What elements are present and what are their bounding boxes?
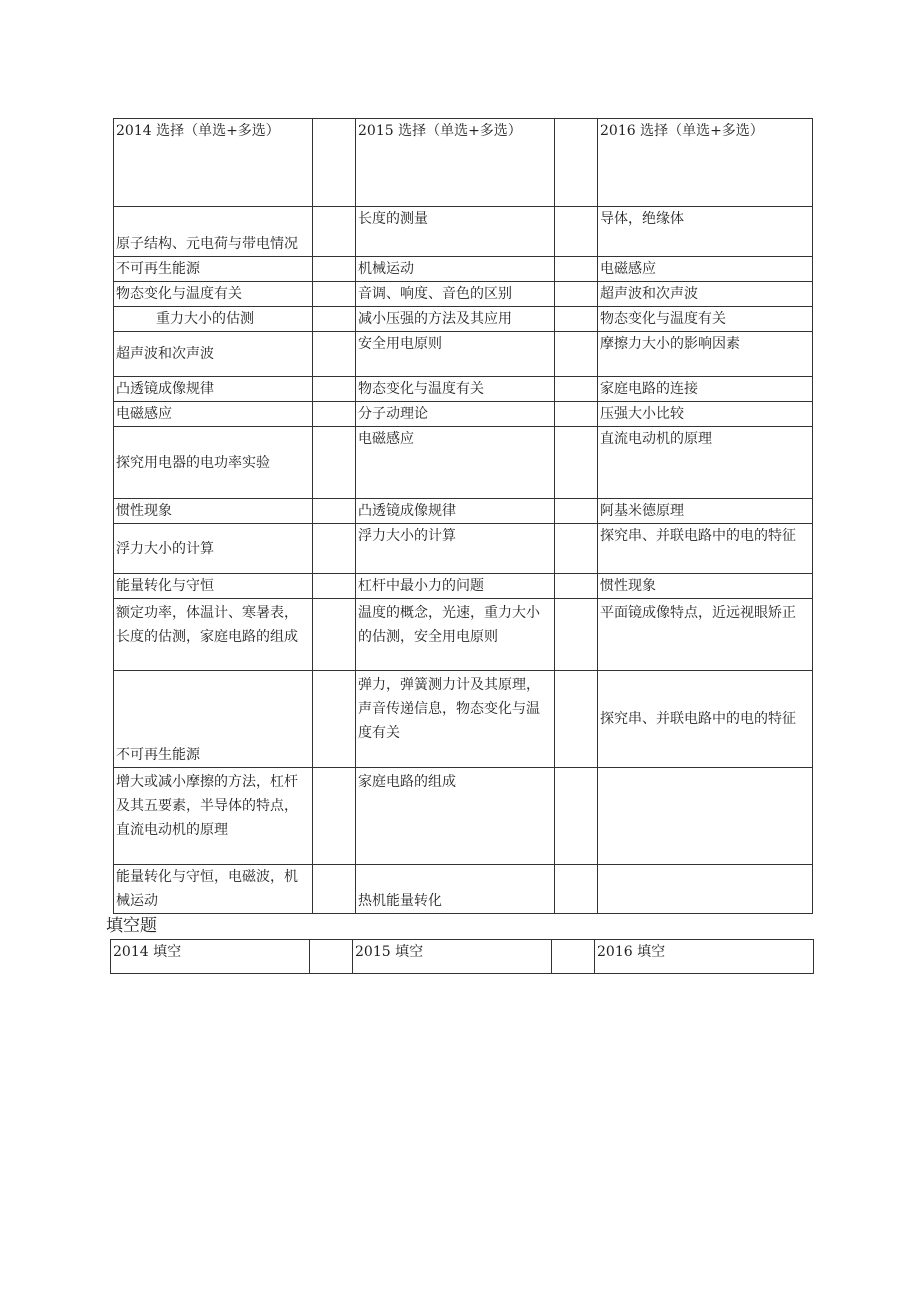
table-row [114,332,813,377]
spacer-cell [313,282,356,307]
table-row [114,574,813,599]
cell-2014: 凸透镜成像规律 [114,377,313,402]
table-row [114,307,813,332]
cell-2016: 平面镜成像特点，近远视眼矫正 [598,599,813,671]
cell-2014: 增大或减小摩擦的方法，杠杆及其五要素，半导体的特点，直流电动机的原理 [114,768,313,865]
cell-2015: 电磁感应 [356,427,555,499]
table-row [114,257,813,282]
spacer-cell [555,282,598,307]
fill-header-2016: 2016 填空 [595,940,814,974]
spacer-cell [313,207,356,257]
table-row [114,427,813,499]
table-row [114,207,813,257]
cell-2015: 凸透镜成像规律 [356,499,555,524]
spacer-cell [555,119,598,207]
spacer-cell [555,574,598,599]
spacer-cell [555,524,598,574]
cell-2015: 热机能量转化 [356,865,555,914]
spacer-cell [552,940,595,974]
spacer-cell [313,402,356,427]
header-2014: 2014 选择（单选+多选） [114,119,313,207]
table-row [114,524,813,574]
cell-2016: 摩擦力大小的影响因素 [598,332,813,377]
fill-header-2015: 2015 填空 [353,940,552,974]
cell-2015: 分子动理论 [356,402,555,427]
cell-2016: 探究串、并联电路中的电的特征 [598,524,813,574]
cell-2015: 音调、响度、音色的区别 [356,282,555,307]
table-row [114,599,813,671]
cell-2016: 超声波和次声波 [598,282,813,307]
spacer-cell [555,307,598,332]
fill-header-2014: 2014 填空 [111,940,310,974]
spacer-cell [555,499,598,524]
cell-2014: 不可再生能源 [114,671,313,768]
cell-2015: 温度的概念，光速，重力大小的估测，安全用电原则 [356,599,555,671]
choice-question-table [113,118,813,914]
cell-2016: 探究串、并联电路中的电的特征 [598,671,813,768]
spacer-cell [313,671,356,768]
cell-2014: 能量转化与守恒，电磁波，机械运动 [114,865,313,914]
spacer-cell [555,377,598,402]
cell-2016: 阿基米德原理 [598,499,813,524]
cell-2014: 额定功率，体温计、寒暑表，长度的估测，家庭电路的组成 [114,599,313,671]
cell-2016: 压强大小比较 [598,402,813,427]
spacer-cell [313,768,356,865]
spacer-cell [310,940,353,974]
cell-2016: 电磁感应 [598,257,813,282]
cell-2014: 探究用电器的电功率实验 [114,427,313,499]
cell-2015: 家庭电路的组成 [356,768,555,865]
spacer-cell [313,257,356,282]
table-row [114,671,813,768]
spacer-cell [555,671,598,768]
spacer-cell [313,524,356,574]
cell-2014: 电磁感应 [114,402,313,427]
cell-2015: 弹力，弹簧测力计及其原理，声音传递信息，物态变化与温度有关 [356,671,555,768]
table-header-row [114,119,813,207]
spacer-cell [313,599,356,671]
fill-section-title: 填空题 [106,916,157,936]
table-row [114,377,813,402]
cell-2015: 物态变化与温度有关 [356,377,555,402]
cell-2015: 安全用电原则 [356,332,555,377]
spacer-cell [313,865,356,914]
cell-2014: 能量转化与守恒 [114,574,313,599]
spacer-cell [313,332,356,377]
spacer-cell [555,257,598,282]
header-2016: 2016 选择（单选+多选） [598,119,813,207]
cell-2016: 物态变化与温度有关 [598,307,813,332]
spacer-cell [313,377,356,402]
cell-2016: 惯性现象 [598,574,813,599]
cell-2016: 家庭电路的连接 [598,377,813,402]
table-row [114,402,813,427]
spacer-cell [313,119,356,207]
spacer-cell [555,207,598,257]
cell-2015: 杠杆中最小力的问题 [356,574,555,599]
cell-2015: 浮力大小的计算 [356,524,555,574]
table-row [114,282,813,307]
cell-2016: 直流电动机的原理 [598,427,813,499]
cell-2014: 物态变化与温度有关 [114,282,313,307]
spacer-cell [313,427,356,499]
cell-2015: 减小压强的方法及其应用 [356,307,555,332]
cell-2016 [598,768,813,865]
cell-2016: 导体，绝缘体 [598,207,813,257]
cell-2016 [598,865,813,914]
spacer-cell [555,332,598,377]
table-header-row [111,940,814,974]
fill-question-table [110,939,814,974]
spacer-cell [313,499,356,524]
cell-2014: 惯性现象 [114,499,313,524]
spacer-cell [313,574,356,599]
cell-2014: 重力大小的估测 [114,307,313,332]
cell-2015: 长度的测量 [356,207,555,257]
spacer-cell [555,599,598,671]
cell-2014: 浮力大小的计算 [114,524,313,574]
spacer-cell [555,427,598,499]
header-2015: 2015 选择（单选+多选） [356,119,555,207]
table-row [114,865,813,914]
cell-2014: 超声波和次声波 [114,332,313,377]
spacer-cell [313,307,356,332]
spacer-cell [555,768,598,865]
spacer-cell [555,865,598,914]
cell-2015: 机械运动 [356,257,555,282]
spacer-cell [555,402,598,427]
table-row [114,499,813,524]
cell-2014: 原子结构、元电荷与带电情况 [114,207,313,257]
cell-2014: 不可再生能源 [114,257,313,282]
table-row [114,768,813,865]
